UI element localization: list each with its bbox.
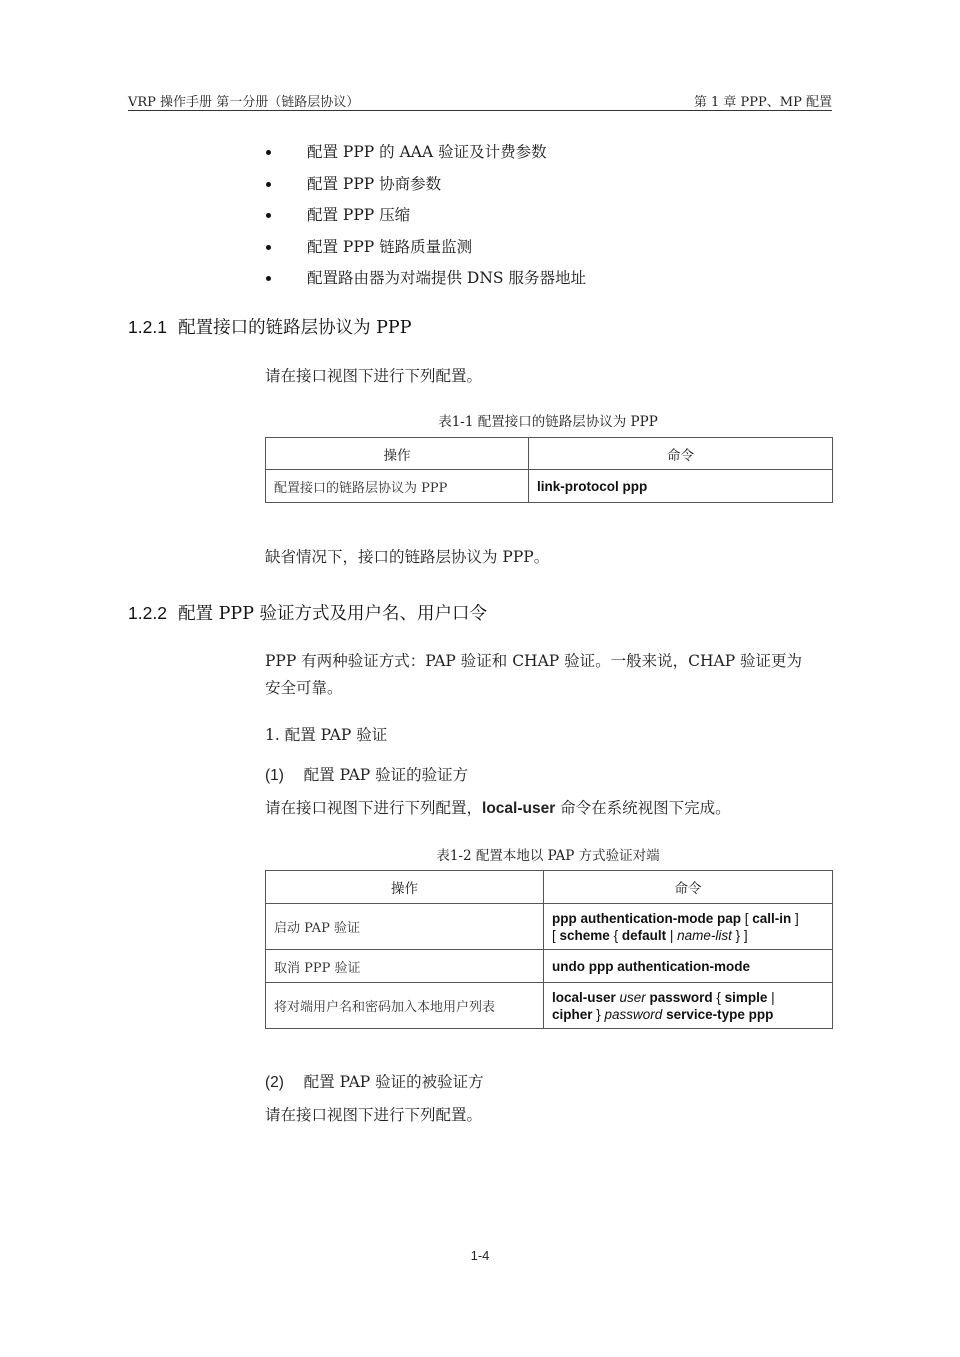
list-item: 配置 PPP 协商参数: [262, 173, 586, 205]
cell-op: 配置接口的链路层协议为 PPP: [266, 470, 529, 503]
table-1-1-caption: 表1-1 配置接口的链路层协议为 PPP: [438, 414, 658, 430]
section-122-paragraph: PPP 有两种验证方式：PAP 验证和 CHAP 验证。一般来说，CHAP 验证更为 安全可靠。: [265, 652, 803, 697]
bullet-icon: [266, 213, 271, 218]
table-header-row: [266, 871, 833, 904]
cell-op: 将对端用户名和密码加入本地用户列表: [266, 983, 544, 1029]
bullet-icon: [266, 276, 271, 281]
table-1-2-caption: 表1-2 配置本地以 PAP 方式验证对端: [436, 848, 660, 864]
step-1: (1) 配置 PAP 验证的验证方: [265, 766, 469, 784]
step-2-description: 请在接口视图下进行下列配置。: [265, 1106, 483, 1124]
section-121-intro: 请在接口视图下进行下列配置。: [265, 367, 483, 385]
table-row: [266, 470, 833, 503]
header-left: VRP 操作手册 第一分册（链路层协议）: [128, 95, 360, 110]
subheading-pap: 1. 配置 PAP 验证: [265, 726, 388, 744]
step-1-description: 请在接口视图下进行下列配置，local-user 命令在系统视图下完成。: [265, 799, 731, 817]
header-right: 第 1 章 PPP、MP 配置: [693, 95, 832, 110]
step-2: (2) 配置 PAP 验证的被验证方: [265, 1073, 484, 1091]
cell-cmd: link-protocol ppp: [529, 470, 833, 503]
table-1-1: [265, 437, 833, 503]
page-number: 1-4: [470, 1248, 490, 1263]
list-item: 配置 PPP 链路质量监测: [262, 236, 586, 268]
section-121-note: 缺省情况下，接口的链路层协议为 PPP。: [265, 548, 550, 566]
list-item: 配置 PPP 压缩: [262, 204, 586, 236]
cell-cmd: ppp authentication-mode pap [ call-in ] [ scheme { default | name-list } ]: [544, 904, 833, 950]
table-row: [266, 904, 833, 950]
bullet-list: [262, 141, 586, 299]
section-heading-1-2-1: 1.2.1 配置接口的链路层协议为 PPP: [128, 317, 412, 338]
table-header-row: [266, 438, 833, 470]
list-item: 配置 PPP 的 AAA 验证及计费参数: [262, 141, 586, 173]
column-header-cmd: 命令: [544, 871, 833, 904]
section-heading-1-2-2: 1.2.2 配置 PPP 验证方式及用户名、用户口令: [128, 603, 488, 624]
cell-op: 启动 PAP 验证: [266, 904, 544, 950]
table-1-2: [265, 870, 833, 1029]
bullet-icon: [266, 182, 271, 187]
header-rule: [128, 110, 832, 111]
bullet-icon: [266, 150, 271, 155]
column-header-op: 操作: [266, 438, 529, 470]
column-header-op: 操作: [266, 871, 544, 904]
table-row: [266, 983, 833, 1029]
column-header-cmd: 命令: [529, 438, 833, 470]
cell-cmd: local-user user password { simple | cipher } password service-type ppp: [544, 983, 833, 1029]
cell-cmd: undo ppp authentication-mode: [544, 950, 833, 983]
cell-op: 取消 PPP 验证: [266, 950, 544, 983]
bullet-icon: [266, 245, 271, 250]
table-row: [266, 950, 833, 983]
list-item: 配置路由器为对端提供 DNS 服务器地址: [262, 267, 586, 299]
